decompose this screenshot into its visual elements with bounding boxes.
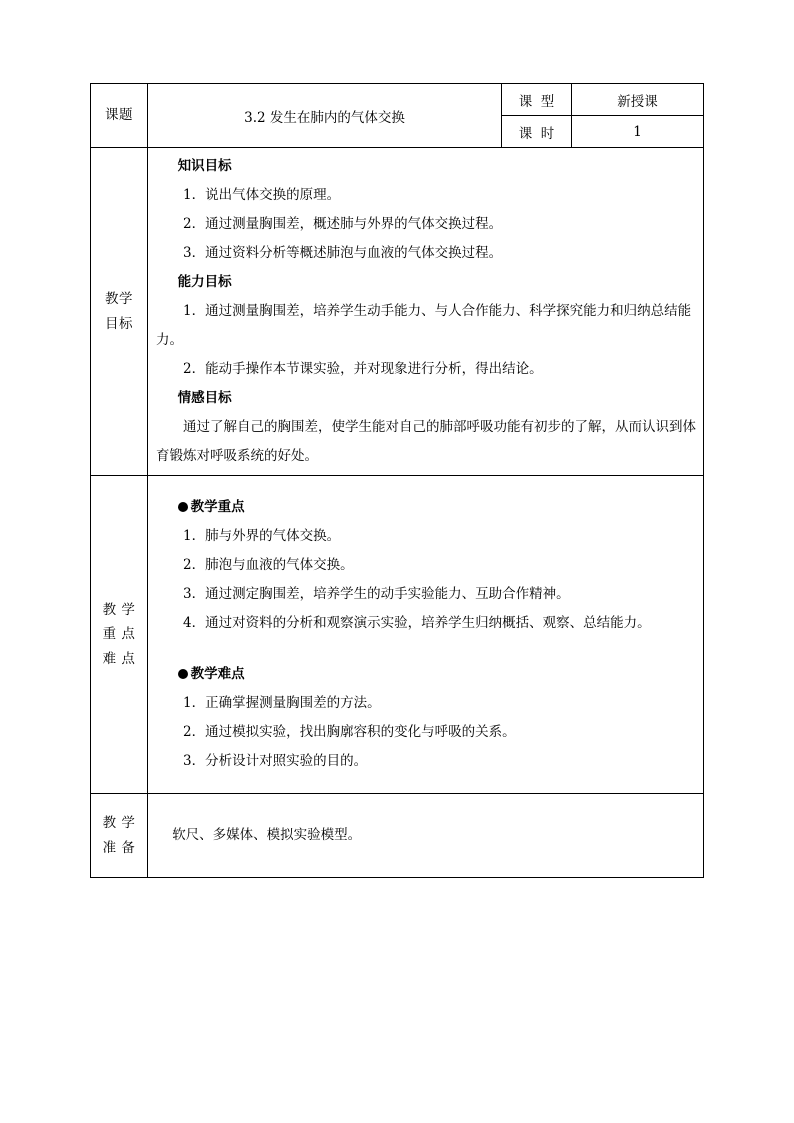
ability-heading: 能力目标: [177, 274, 232, 290]
key-heading: 教学重点: [156, 493, 697, 522]
type-value: 新授课: [572, 84, 704, 116]
objectives-row: [91, 148, 704, 476]
emotion-heading: 情感目标: [177, 390, 232, 406]
knowledge-item: 1．说出气体交换的原理。: [183, 187, 341, 203]
difficult-item: 3．分析设计对照实验的目的。: [183, 753, 368, 769]
preparation-content: [148, 794, 704, 878]
knowledge-item: 2．通过测量胸围差，概述肺与外界的气体交换过程。: [183, 216, 503, 232]
bullet-icon: [178, 502, 188, 512]
key-item: 4．通过对资料的分析和观察演示实验，培养学生归纳概括、观察、总结能力。: [183, 615, 651, 631]
difficult-item: 1．正确掌握测量胸围差的方法。: [183, 695, 381, 711]
preparation-text: 软尺、多媒体、模拟实验模型。: [172, 827, 362, 843]
lesson-plan-table: [90, 83, 704, 878]
topic-label: 课题: [91, 84, 148, 148]
type-label: 课 型: [502, 84, 572, 116]
bullet-icon: [178, 669, 188, 679]
key-item: 2．肺泡与血液的气体交换。: [183, 557, 354, 573]
header-row: [91, 84, 704, 116]
key-item: 3．通过测定胸围差，培养学生的动手实验能力、互助合作精神。: [183, 586, 570, 602]
key-item: 1．肺与外界的气体交换。: [183, 528, 341, 544]
objectives-content: [148, 148, 704, 476]
lesson-title: 3.2 发生在肺内的气体交换: [148, 84, 502, 148]
ability-item: 2．能动手操作本节课实验，并对现象进行分析，得出结论。: [183, 361, 543, 377]
keypoints-row: [91, 476, 704, 794]
hours-label: 课 时: [502, 116, 572, 148]
keypoints-content: [148, 476, 704, 794]
difficult-item: 2．通过模拟实验，找出胸廓容积的变化与呼吸的关系。: [183, 724, 516, 740]
spacer: [156, 638, 697, 660]
ability-item: 1．通过测量胸围差，培养学生动手能力、与人合作能力、科学探究能力和归纳总结能力。: [156, 303, 692, 348]
objectives-label: 教学 目标: [91, 148, 148, 476]
preparation-row: [91, 794, 704, 878]
emotion-text: 通过了解自己的胸围差，使学生能对自己的肺部呼吸功能有初步的了解，从而认识到体育锻炼对呼吸系统的好处。: [156, 419, 696, 464]
knowledge-item: 3．通过资料分析等概述肺泡与血液的气体交换过程。: [183, 245, 503, 261]
difficult-heading: 教学难点: [156, 660, 697, 689]
keypoints-label: 教 学 重 点 难 点: [91, 476, 148, 794]
preparation-label: 教 学 准 备: [91, 794, 148, 878]
hours-value: 1: [572, 116, 704, 148]
knowledge-heading: 知识目标: [177, 158, 232, 174]
